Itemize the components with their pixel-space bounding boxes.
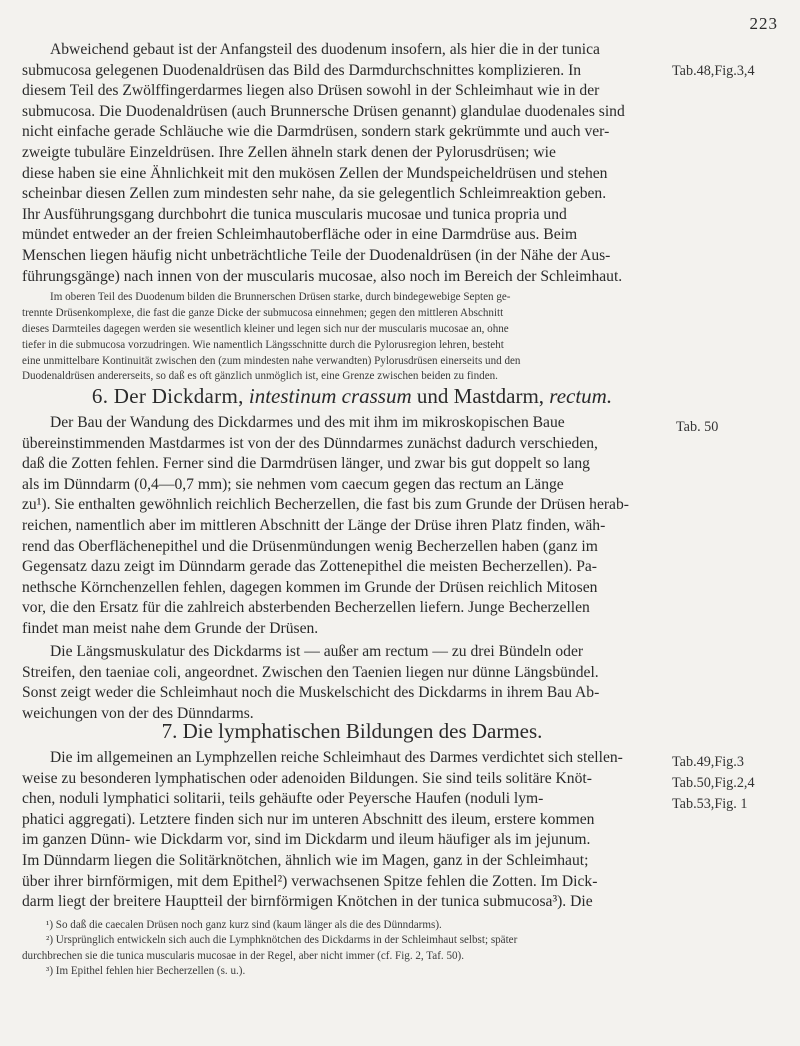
paragraph4-line: über ihrer birnförmigen, mit dem Epithel²) verwachsenen Spitze fehlen die Zotten. Im Dick- <box>22 872 598 890</box>
paragraph1-line: führungsgänge) nach innen von der muscularis mucosae, also noch im Bereich der Schleimhaut. <box>22 267 623 285</box>
paragraph1-line: diese haben sie eine Ähnlichkeit mit den mukösen Zellen der Mundspeicheldrüsen und stehen <box>22 164 608 182</box>
footnote-line: ³) Im Epithel fehlen hier Becherzellen (s. u.). <box>46 964 246 977</box>
small-print-paragraph <box>22 290 682 385</box>
heading-6-latin-2: rectum. <box>549 384 613 408</box>
paragraph4-line: phatici aggregati). Letztere finden sich nur im unteren Abschnitt des ileum, erstere kommen <box>22 810 595 828</box>
paragraph3-line: Streifen, den taeniae coli, angeordnet. Zwischen den Taenien liegen nur dünne Längsbündel. <box>22 663 599 681</box>
paragraph4-line: Die im allgemeinen an Lymphzellen reiche Schleimhaut des Darmes verdichtet sich stellen- <box>50 749 623 766</box>
margin-note-tab49: Tab.49,Fig.3 <box>672 754 744 770</box>
small-paragraph-line: eine unmittelbare Kontinuität zwischen den (zum mindesten nahe verwandten) Pylorusdrüsen einerseits und den <box>22 354 521 367</box>
footnote-line: ²) Ursprünglich entwickeln sich auch die Lymphknötchen des Dickdarms in der Schleimhaut selbst; später <box>46 934 518 947</box>
heading-6-latin-1: intestinum crassum <box>248 384 412 408</box>
paragraph-taeniae-coli <box>22 642 682 724</box>
heading-6-label: 6. Der Dickdarm, <box>91 384 244 408</box>
paragraph-duodenal-glands <box>22 40 682 287</box>
paragraph1-line: Menschen liegen häufig nicht unbeträchtliche Teile der Duodenaldrüsen (in der Nähe der Aus- <box>22 246 611 264</box>
paragraph4-line: im ganzen Dünn- wie Dickdarm vor, sind im Dickdarm und ileum häufiger als im jejunum. <box>22 831 591 849</box>
section-heading-6 <box>22 384 682 409</box>
small-paragraph-line: Im oberen Teil des Duodenum bilden die Brunnerschen Drüsen starke, durch bindegewebige Septen ge- <box>50 291 511 303</box>
paragraph1-line: nicht einfache gerade Schläuche wie die Darmdrüsen, sondern stark gekrümmte und auch ver- <box>22 123 610 141</box>
paragraph4-line: chen, noduli lymphatici solitarii, teils gehäufte oder Peyersche Haufen (noduli lym- <box>22 790 544 808</box>
paragraph2-line: als im Dünndarm (0,4—0,7 mm); sie nehmen vom caecum gegen das rectum an Länge <box>22 475 564 493</box>
paragraph3-line: Sonst zeigt weder die Schleimhaut noch die Muskelschicht des Dickdarms in ihrem Bau Ab- <box>22 684 600 702</box>
paragraph4-line: weise zu besonderen lymphatischen oder adenoiden Bildungen. Sie sind teils solitäre Knöt- <box>22 769 592 787</box>
paragraph1-line: Ihr Ausführungsgang durchbohrt die tunica muscularis mucosae und tunica propria und <box>22 205 567 223</box>
paragraph1-line: mündet entweder an der freien Schleimhautoberfläche oder in eine Darmdrüse aus. Beim <box>22 226 578 244</box>
footnotes <box>22 918 682 979</box>
section-heading-7: 7. Die lymphatischen Bildungen des Darmes. <box>161 719 543 743</box>
paragraph2-line: rend das Oberflächenepithel und die Drüsenmündungen wenig Becherzellen haben (ganz im <box>22 537 598 555</box>
paragraph1-line: zweigte tubuläre Einzeldrüsen. Ihre Zellen ähneln stark denen der Pylorusdrüsen; wie <box>22 143 556 161</box>
paragraph2-line: vor, die den Ersatz für die zahlreich absterbenden Becherzellen liefern. Junge Becherzellen <box>22 599 590 617</box>
margin-note-tab50-fig: Tab.50,Fig.2,4 <box>672 775 755 791</box>
paragraph1-line: submucosa. Die Duodenaldrüsen (auch Brunnersche Drüsen genannt) glandulae duodenales sind <box>22 102 625 120</box>
paragraph2-line: Gegensatz dazu zeigt im Dünndarm gerade das Zottenepithel die meisten Becherzellen). Pa- <box>22 558 598 576</box>
paragraph3-line: Die Längsmuskulatur des Dickdarms ist — außer am rectum — zu drei Bündeln oder <box>50 643 584 660</box>
heading-6-mid: und Mastdarm, <box>416 384 545 408</box>
paragraph-large-intestine <box>22 413 682 640</box>
paragraph2-line: zu¹). Sie enthalten gewöhnlich reichlich Becherzellen, die fast bis zum Grunde der Drüsen herab- <box>22 496 629 514</box>
footnote-line: ¹) So daß die caecalen Drüsen noch ganz kurz sind (kaum länger als die des Dünndarms). <box>46 919 442 931</box>
paragraph2-line: reichen, namentlich aber im mittleren Abschnitt der Länge der Drüse ihren Platz finden, wäh- <box>22 516 606 534</box>
paragraph1-line: submucosa gelegenen Duodenaldrüsen das Bild des Darmdurchschnittes komplizieren. In <box>22 61 582 79</box>
margin-note-tab48: Tab.48,Fig.3,4 <box>672 63 755 79</box>
paragraph1-line: diesem Teil des Zwölffingerdarmes liegen also Drüsen sowohl in der Schleimhaut wie in der <box>22 82 600 100</box>
small-paragraph-line: dieses Darmteiles dagegen werden sie wesentlich kleiner und legen sich nur der muscularis mucosae an, ohne <box>22 322 509 335</box>
paragraph2-line: Der Bau der Wandung des Dickdarmes und des mit ihm im mikroskopischen Baue <box>50 414 565 431</box>
paragraph2-line: findet man meist nahe dem Grunde der Drüsen. <box>22 619 319 637</box>
paragraph4-line: darm liegt der breitere Hauptteil der birnförmigen Knötchen in der tunica submucosa³). Die <box>22 893 593 911</box>
paragraph2-line: nethsche Körnchenzellen fehlen, dagegen kommen im Grunde der Drüsen reichlich Mitosen <box>22 578 598 596</box>
page-number: 223 <box>749 14 778 33</box>
small-paragraph-line: Duodenaldrüsen andererseits, so daß es oft gänzlich unmöglich ist, eine Grenze zwischen beiden zu finden. <box>22 370 498 383</box>
paragraph4-line: Im Dünndarm liegen die Solitärknötchen, ähnlich wie im Magen, ganz in der Schleimhaut; <box>22 851 589 869</box>
paragraph-lymphatic <box>22 748 682 913</box>
paragraph2-line: übereinstimmenden Mastdarmes ist von der des Dünndarmes zunächst dadurch verschieden, <box>22 434 598 452</box>
paragraph3-line: weichungen von der des Dünndarms. <box>22 704 254 722</box>
paragraph1-line: scheinbar diesen Zellen zum mindesten sehr nahe, da sie gelegentlich Schleimreaktion geben. <box>22 185 607 203</box>
small-paragraph-line: tiefer in die submucosa vorzudringen. Wie namentlich Längsschnitte durch die Pylorusregion lehren, besteht <box>22 338 504 351</box>
small-paragraph-line: trennte Drüsenkomplexe, die fast die ganze Dicke der submucosa einnehmen; gegen den mittleren Abschnitt <box>22 306 504 319</box>
margin-note-tab50: Tab. 50 <box>676 419 719 435</box>
margin-note-tab53: Tab.53,Fig. 1 <box>672 796 748 812</box>
paragraph2-line: daß die Zotten fehlen. Ferner sind die Darmdrüsen länger, und zwar bis gut doppelt so lang <box>22 455 590 473</box>
footnote-line: durchbrechen sie die tunica muscularis mucosae in der Regel, aber nicht immer (cf. Fig. 2, Taf. 50). <box>22 949 465 962</box>
paragraph1-line: Abweichend gebaut ist der Anfangsteil des duodenum insofern, als hier die in der tunica <box>50 41 600 58</box>
